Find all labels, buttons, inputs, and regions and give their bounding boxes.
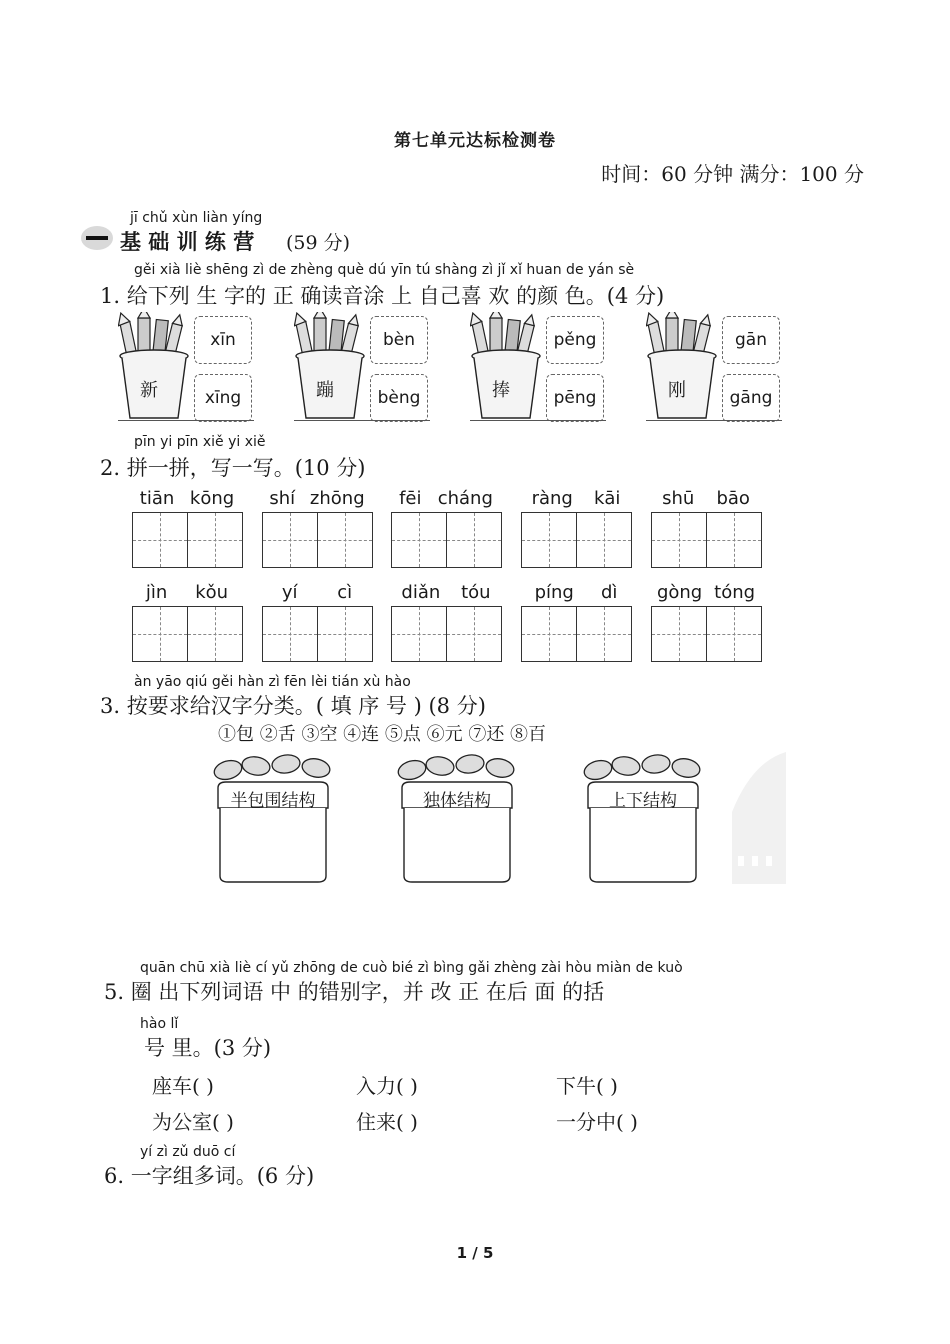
q5-pinyin2: hào lǐ [140, 1016, 179, 1032]
pencil-cup-char: 蹦 [316, 380, 334, 401]
pencil-cup-icon [118, 312, 192, 422]
grid-pinyin [521, 488, 631, 509]
tianzi-grid [262, 606, 373, 662]
grid-pinyin-syllable: fēi [399, 488, 422, 509]
tianzi-grid [262, 512, 373, 568]
tianzi-cell[interactable] [132, 606, 188, 662]
classification-pot [212, 752, 332, 892]
q5-item: 为公室( ) [152, 1110, 234, 1134]
pencil-cup-icon [470, 312, 544, 422]
q5-item: 一分中( ) [556, 1110, 638, 1134]
q6-text: 6. 一字组多词。(6 分) [104, 1164, 315, 1188]
tianzi-cell[interactable] [706, 606, 762, 662]
section1-score: (59 分) [286, 232, 351, 254]
q5-text2: 号 里。(3 分) [144, 1036, 272, 1060]
pinyin-option-box[interactable]: pēng [546, 374, 604, 422]
grid-pinyin-syllable: kāi [593, 488, 621, 509]
tianzi-cell[interactable] [262, 606, 318, 662]
grid-pinyin-syllable: shí [269, 488, 296, 509]
pencil-cup-char: 刚 [668, 380, 686, 401]
pinyin-option-box[interactable]: gāng [722, 374, 780, 422]
tianzi-cell[interactable] [187, 606, 243, 662]
grid-pinyin-syllable: kǒu [195, 582, 229, 603]
pinyin-option-box[interactable]: bèn [370, 316, 428, 364]
grid-pinyin-syllable: bāo [716, 488, 750, 509]
grid-pinyin-syllable: gòng [656, 582, 703, 603]
grid-pinyin-syllable: kōng [189, 488, 235, 509]
grid-pinyin-syllable: zhōng [309, 488, 365, 509]
tianzi-cell[interactable] [651, 606, 707, 662]
pencil-cup-icon [294, 312, 368, 422]
plant-pot-icon [212, 752, 336, 886]
tianzi-cell[interactable] [262, 512, 318, 568]
tianzi-cell[interactable] [446, 512, 502, 568]
pinyin-option-box[interactable]: gān [722, 316, 780, 364]
section1-title: 基 础 训 练 营 [120, 229, 255, 254]
grid-pinyin-syllable: diǎn [401, 582, 441, 603]
q1-pinyin: gěi xià liè shēng zì de zhèng què dú yīn tú shàng zì jǐ xǐ huan de yán sè [134, 262, 635, 278]
grid-pinyin [521, 582, 631, 603]
grid-pinyin-syllable: píng [534, 582, 574, 603]
tianzi-cell[interactable] [391, 606, 447, 662]
tianzi-cell[interactable] [576, 512, 632, 568]
pot-label: 半包围结构 [230, 791, 316, 811]
tianzi-grid [521, 512, 632, 568]
grid-pinyin [262, 582, 372, 603]
q3-pinyin: àn yāo qiú gěi hàn zì fēn lèi tián xù hào [134, 674, 411, 690]
plant-pot-icon [396, 752, 520, 886]
tianzi-grid [391, 512, 502, 568]
tianzi-grid [132, 606, 243, 662]
pot-label: 独体结构 [423, 791, 491, 811]
classification-pot [396, 752, 516, 892]
baseline [294, 420, 430, 421]
tianzi-cell[interactable] [521, 512, 577, 568]
q3-options: ①包 ②舌 ③空 ④连 ⑤点 ⑥元 ⑦还 ⑧百 [218, 724, 547, 745]
tianzi-grid [132, 512, 243, 568]
section-marker-icon [80, 225, 114, 251]
grid-pinyin-syllable: ràng [531, 488, 573, 509]
grid-pinyin [391, 582, 501, 603]
page-number: 1 / 5 [456, 1244, 494, 1262]
grid-pinyin-syllable: tóng [714, 582, 756, 603]
pinyin-option-box[interactable]: pěng [546, 316, 604, 364]
q3-text: 3. 按要求给汉字分类。( 填 序 号 ) (8 分) [100, 694, 486, 718]
tianzi-cell[interactable] [706, 512, 762, 568]
tianzi-grid [391, 606, 502, 662]
grid-pinyin [391, 488, 501, 509]
tianzi-cell[interactable] [391, 512, 447, 568]
q6-pinyin: yí zì zǔ duō cí [140, 1144, 236, 1160]
q2-text: 2. 拼一拼，写一写。(10 分) [100, 456, 366, 480]
grid-pinyin-syllable: cì [337, 582, 353, 603]
grid-pinyin-syllable: tóu [461, 582, 491, 603]
tianzi-cell[interactable] [317, 512, 373, 568]
tianzi-cell[interactable] [317, 606, 373, 662]
pencil-cup-item [118, 312, 254, 424]
pencil-cup-icon [646, 312, 720, 422]
pencil-cup-item [294, 312, 430, 424]
tianzi-cell[interactable] [651, 512, 707, 568]
q1-text: 1. 给下列 生 字的 正 确读音涂 上 自己喜 欢 的颜 色。(4 分) [100, 284, 665, 308]
q2-pinyin: pīn yi pīn xiě yi xiě [134, 434, 266, 450]
pot-label: 上下结构 [609, 791, 677, 811]
tianzi-cell[interactable] [187, 512, 243, 568]
plant-pot-icon [582, 752, 706, 886]
baseline [118, 420, 254, 421]
pencil-cup-item [646, 312, 782, 424]
exam-meta: 时间：60 分钟 满分：100 分 [601, 162, 864, 186]
tianzi-grid [521, 606, 632, 662]
grid-pinyin-syllable: dì [600, 582, 618, 603]
grid-pinyin-syllable: shū [662, 488, 695, 509]
q5-item: 下牛( ) [556, 1074, 618, 1098]
q5-item: 住来( ) [356, 1110, 418, 1134]
classification-pot [582, 752, 702, 892]
grid-pinyin [132, 582, 242, 603]
pencil-cup-char: 捧 [492, 380, 510, 401]
grid-pinyin [651, 582, 761, 603]
section1-pinyin: jī chǔ xùn liàn yíng [130, 210, 263, 226]
pencil-cup-item [470, 312, 606, 424]
document-title: 第七单元达标检测卷 [394, 131, 556, 151]
pencil-cup-char: 新 [140, 380, 158, 401]
pinyin-option-box[interactable]: xīng [194, 374, 252, 422]
tianzi-grid [651, 606, 762, 662]
grid-pinyin-syllable: jìn [145, 582, 168, 603]
tianzi-cell[interactable] [446, 606, 502, 662]
grid-pinyin-syllable: yí [281, 582, 298, 603]
grid-pinyin-syllable: tiān [139, 488, 175, 509]
grid-pinyin [651, 488, 761, 509]
tianzi-grid [651, 512, 762, 568]
decorative-building-graphic [722, 752, 786, 884]
grid-pinyin [262, 488, 372, 509]
q5-pinyin: quān chū xià liè cí yǔ zhōng de cuò bié zì bìng gǎi zhèng zài hòu miàn de kuò [140, 960, 683, 976]
pinyin-option-box[interactable]: xīn [194, 316, 252, 364]
tianzi-cell[interactable] [521, 606, 577, 662]
tianzi-cell[interactable] [132, 512, 188, 568]
baseline [470, 420, 606, 421]
pinyin-option-box[interactable]: bèng [370, 374, 428, 422]
q5-item: 入力( ) [356, 1074, 418, 1098]
baseline [646, 420, 782, 421]
q5-item: 座车( ) [152, 1074, 214, 1098]
tianzi-cell[interactable] [576, 606, 632, 662]
q5-text: 5. 圈 出下列词语 中 的错别字，并 改 正 在后 面 的括 [104, 980, 605, 1004]
grid-pinyin-syllable: cháng [437, 488, 493, 509]
grid-pinyin [132, 488, 242, 509]
